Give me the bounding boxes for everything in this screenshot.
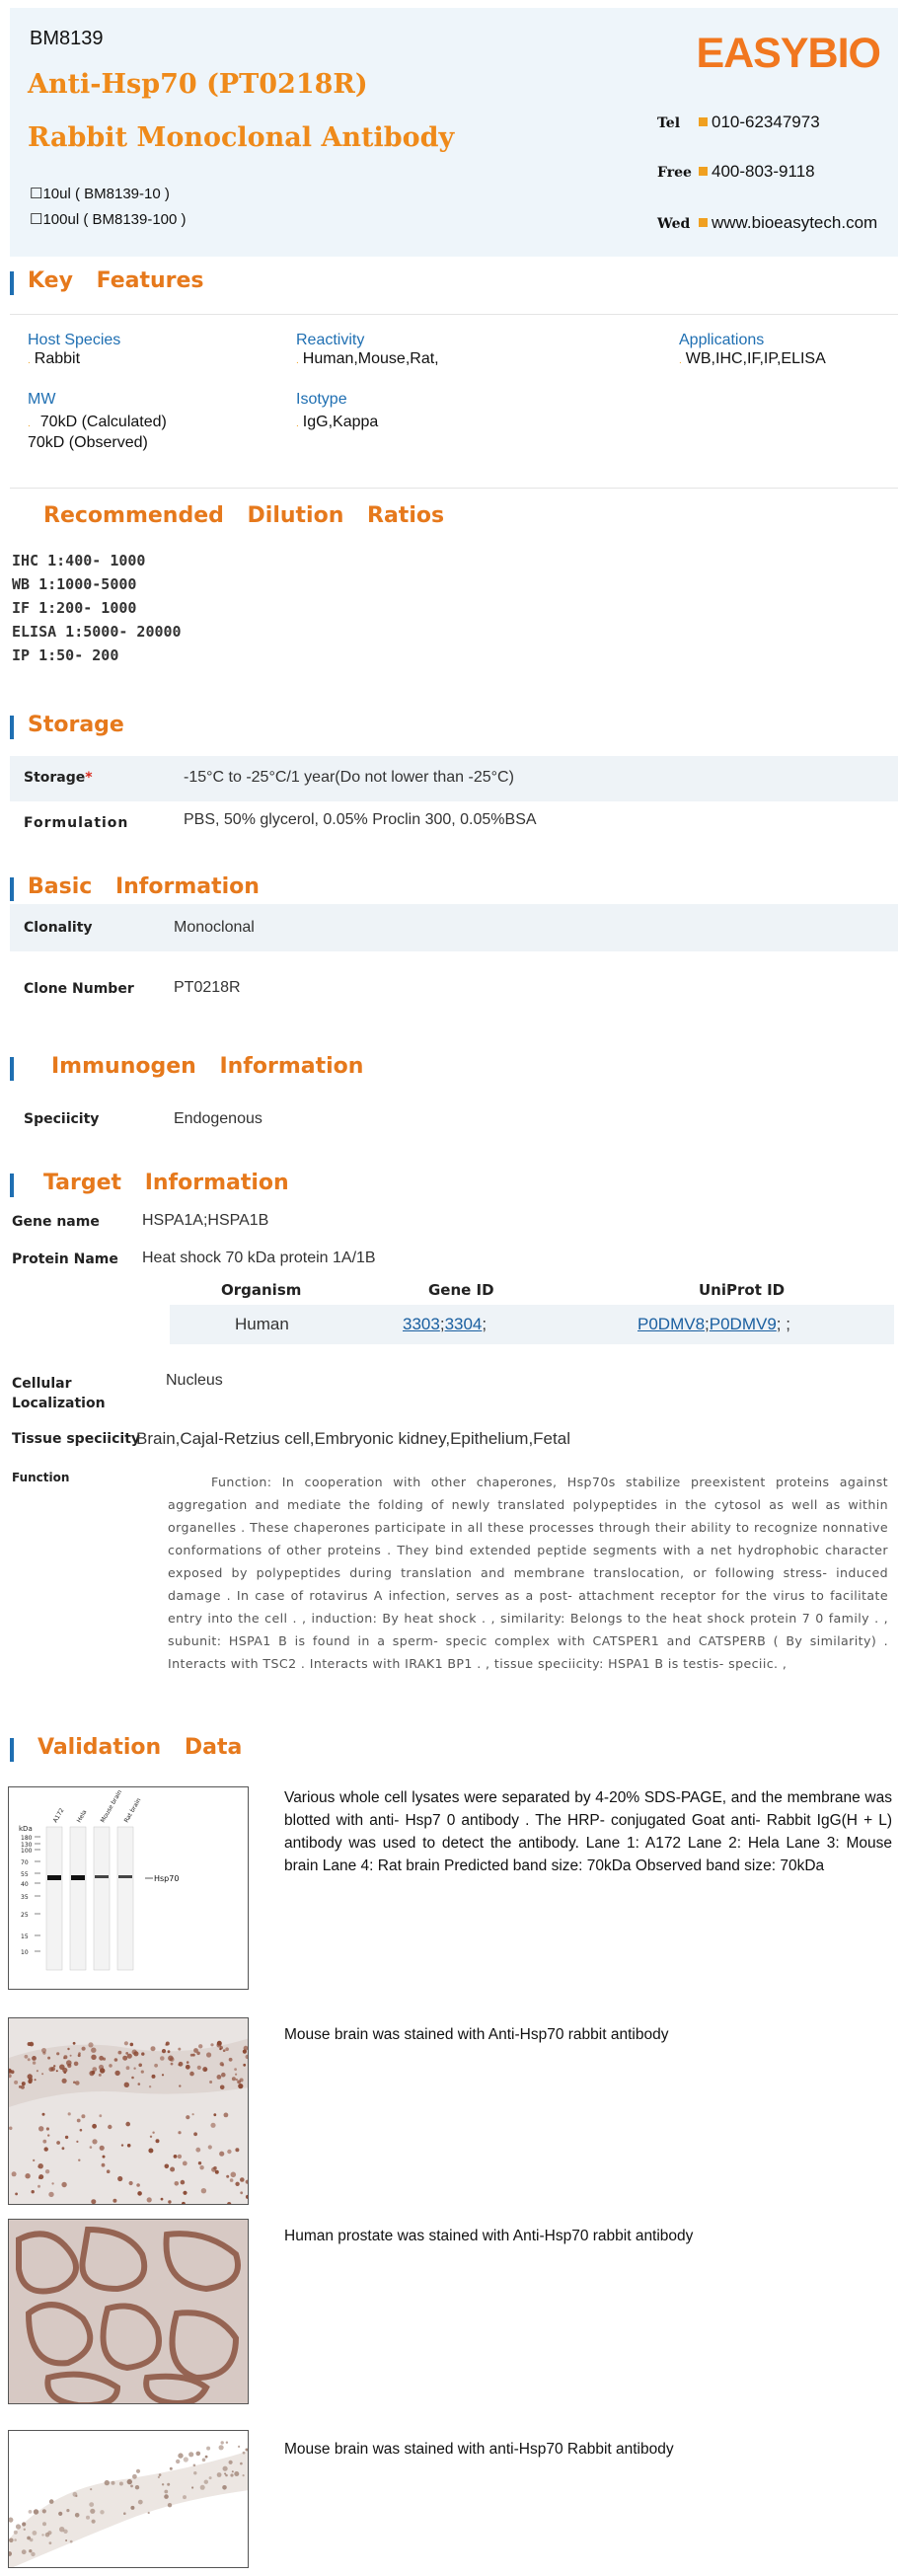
ihc-human-prostate-caption: Human prostate was stained with Anti-Hsp70 rabbit antibody bbox=[284, 2228, 694, 2244]
bullet-square-icon bbox=[699, 117, 708, 126]
marker-label: 130 bbox=[21, 1842, 33, 1849]
lane-label: Mouse brain bbox=[99, 1788, 124, 1824]
contact-web-link[interactable]: www.bioeasytech.com bbox=[712, 213, 878, 232]
blot-band bbox=[118, 1875, 132, 1878]
kda-label: kDa bbox=[19, 1825, 33, 1833]
blot-band bbox=[95, 1875, 109, 1878]
contact-tel-label: Tel bbox=[657, 115, 681, 131]
band-label: Hsp70 bbox=[154, 1874, 180, 1883]
contact-web-label: Wed bbox=[657, 216, 691, 232]
marker-label: 180 bbox=[21, 1835, 33, 1842]
gene-id-link[interactable]: 3304 bbox=[444, 1315, 483, 1333]
host-species-label: Host Species bbox=[28, 332, 121, 348]
contact-tel bbox=[657, 113, 820, 132]
protein-name-label: Protein Name bbox=[12, 1251, 118, 1267]
product-subtitle: Rabbit Monoclonal Antibody bbox=[28, 122, 455, 153]
section-title: Immunogen Information bbox=[51, 1054, 364, 1079]
host-species-value: . Rabbit bbox=[28, 350, 81, 367]
size-option-100ul[interactable]: ☐100ul ( BM8139-100 ) bbox=[30, 211, 187, 228]
uniprot-id-link[interactable]: P0DMV9 bbox=[709, 1315, 777, 1333]
section-marker bbox=[10, 1174, 14, 1197]
uniprot-id-cell: P0DMV8;P0DMV9; ; bbox=[638, 1315, 790, 1333]
dilution-ip: IP 1:50- 200 bbox=[12, 646, 119, 664]
ihc-mouse-brain-2-caption: Mouse brain was stained with anti-Hsp70 Rabbit antibody bbox=[284, 2441, 674, 2458]
western-blot-figure bbox=[9, 1787, 249, 1990]
blot-band bbox=[47, 1875, 61, 1880]
specificity-value: Endogenous bbox=[174, 1110, 262, 1127]
marker-label: 100 bbox=[21, 1848, 33, 1855]
ihc-mouse-brain-2-micrograph bbox=[9, 2431, 249, 2568]
bullet-square-icon bbox=[699, 167, 708, 176]
contact-web bbox=[657, 213, 877, 233]
ihc-human-prostate-micrograph bbox=[9, 2220, 249, 2404]
storage-row bbox=[10, 756, 898, 801]
isotype-label: Isotype bbox=[296, 391, 347, 408]
section-marker bbox=[10, 1057, 14, 1081]
contact-tel-value: 010-62347973 bbox=[712, 113, 820, 131]
blot-lane bbox=[70, 1827, 86, 1970]
contact-free-value: 400-803-9118 bbox=[712, 162, 815, 181]
lane-label: Hela bbox=[75, 1808, 89, 1824]
lane-label: A172 bbox=[51, 1807, 66, 1824]
section-title: Validation Data bbox=[38, 1735, 243, 1760]
cellular-localization-value: Nucleus bbox=[166, 1372, 223, 1389]
bullet-square-icon bbox=[699, 218, 708, 227]
reactivity-label: Reactivity bbox=[296, 332, 365, 348]
product-title: Anti-Hsp70 (PT0218R) bbox=[28, 69, 368, 100]
section-title: Key Features bbox=[28, 268, 204, 293]
specificity-row bbox=[10, 1103, 898, 1139]
marker-label: 10 bbox=[21, 1949, 29, 1956]
table-header-organism: Organism bbox=[221, 1281, 302, 1299]
mw-value: . 70kD (Calculated) 70kD (Observed) bbox=[28, 414, 167, 451]
ihc-human-prostate-image bbox=[8, 2219, 249, 2404]
isotype-value: . IgG,Kappa bbox=[296, 414, 379, 430]
western-blot-caption: Various whole cell lysates were separated by 4-20% SDS-PAGE, and the membrane was blotted with anti- Hsp7 0 antibody . The HRP- conjugated Goat anti- Rabbit IgG(H + L) antibody was used to detect the antibody. Lane 1: A172 Lane 2: Hela Lane 3: Mouse brain Lane 4: Rat brain Predicted band size: 70kDa Observed band size: 70kDa bbox=[284, 1789, 892, 1874]
blot-band bbox=[71, 1875, 85, 1880]
clonality-label: Clonality bbox=[24, 920, 93, 936]
clonality-value: Monoclonal bbox=[174, 919, 255, 936]
ihc-mouse-brain-micrograph bbox=[9, 2018, 249, 2205]
ihc-mouse-brain-image bbox=[8, 2017, 249, 2205]
gene-id-cell: 3303;3304; bbox=[403, 1315, 488, 1333]
contact-free bbox=[657, 162, 815, 182]
storage-value: -15°C to -25°C/1 year(Do not lower than -25°C) bbox=[184, 769, 514, 786]
gene-name-value: HSPA1A;HSPA1B bbox=[142, 1212, 269, 1229]
size-option-10ul[interactable]: ☐10ul ( BM8139-10 ) bbox=[30, 186, 170, 202]
marker-label: 35 bbox=[21, 1894, 29, 1901]
gene-name-label: Gene name bbox=[12, 1214, 100, 1230]
ihc-mouse-brain-caption: Mouse brain was stained with Anti-Hsp70 rabbit antibody bbox=[284, 2026, 669, 2043]
table-header-uniprot-id: UniProt ID bbox=[699, 1281, 786, 1299]
marker-label: 15 bbox=[21, 1933, 29, 1940]
required-mark: * bbox=[85, 770, 93, 786]
protein-name-value: Heat shock 70 kDa protein 1A/1B bbox=[142, 1250, 376, 1266]
marker-label: 55 bbox=[21, 1871, 29, 1878]
section-title: Basic Information bbox=[28, 874, 260, 899]
section-marker bbox=[10, 716, 14, 739]
section-title: Recommended Dilution Ratios bbox=[43, 503, 445, 528]
cellular-localization-label: Cellular Localization bbox=[12, 1376, 106, 1411]
lane-label: Rat brain bbox=[122, 1796, 143, 1824]
section-marker bbox=[10, 877, 14, 901]
section-marker bbox=[10, 1738, 14, 1762]
dilution-if: IF 1:200- 1000 bbox=[12, 599, 137, 617]
blot-lane bbox=[46, 1827, 62, 1970]
specificity-label: Speciicity bbox=[24, 1111, 100, 1127]
applications-label: Applications bbox=[679, 332, 765, 348]
easybio-logo: EASYBIO bbox=[696, 30, 880, 77]
divider bbox=[10, 488, 898, 489]
clone-number-row bbox=[10, 967, 898, 1011]
uniprot-id-link[interactable]: P0DMV8 bbox=[638, 1315, 706, 1333]
formulation-value: PBS, 50% glycerol, 0.05% Proclin 300, 0.05%BSA bbox=[184, 811, 537, 828]
storage-label: Storage* bbox=[24, 770, 93, 786]
blot-lane bbox=[117, 1827, 133, 1970]
clone-number-value: PT0218R bbox=[174, 979, 241, 996]
product-header bbox=[10, 8, 898, 257]
dilution-list bbox=[12, 549, 182, 667]
function-label: Function bbox=[12, 1471, 70, 1484]
mw-label: MW bbox=[28, 391, 56, 408]
divider bbox=[10, 314, 898, 315]
catalog-number: BM8139 bbox=[30, 28, 104, 49]
clonality-row bbox=[10, 904, 898, 951]
section-title: Target Information bbox=[43, 1171, 289, 1195]
applications-value: . WB,IHC,IF,IP,ELISA bbox=[679, 350, 826, 367]
reactivity-value: . Human,Mouse,Rat, bbox=[296, 350, 439, 367]
marker-label: 70 bbox=[21, 1859, 29, 1866]
marker-label: 40 bbox=[21, 1881, 29, 1888]
ihc-mouse-brain-2-image bbox=[8, 2430, 249, 2568]
tissue-specificity-value: Brain,Cajal-Retzius cell,Embryonic kidney,Epithelium,Fetal bbox=[136, 1429, 570, 1448]
organism-cell: Human bbox=[235, 1315, 289, 1333]
dilution-ihc: IHC 1:400- 1000 bbox=[12, 552, 146, 569]
size-options bbox=[30, 182, 187, 233]
section-marker bbox=[10, 271, 14, 295]
formulation-label: Formulation bbox=[24, 815, 129, 831]
section-title: Storage bbox=[28, 713, 124, 737]
dilution-elisa: ELISA 1:5000- 20000 bbox=[12, 623, 182, 641]
western-blot-image bbox=[8, 1786, 249, 1990]
blot-lane bbox=[94, 1827, 110, 1970]
dilution-wb: WB 1:1000-5000 bbox=[12, 575, 137, 593]
function-text: Function: In cooperation with other chaperones, Hsp70s stabilize preexistent proteins against aggregation and mediate the folding of newly translated polypeptides in the cytosol as well as within organelles . These chaperones participate in all these processes through their ability to recognize nonnative conformations of other proteins . They bind extended peptide segments with a net hydrophobic character exposed by polypeptides during translation and membrane translocation, or following stress- induced damage . In case of rotavirus A infection, serves as a post- attachment receptor for the virus to facilitate entry into the cell . , induction: By heat shock . , similarity: Belongs to the heat shock protein 7 0 family . , subunit: HSPA1 B is found in a sperm- specic complex with CATSPER1 and CATSPERB ( By similarity) . Interacts with TSC2 . Interacts with IRAK1 BP1 . , tissue speciicity: HSPA1 B is testis- speciic. , bbox=[168, 1475, 888, 1671]
table-header-gene-id: Gene ID bbox=[428, 1281, 494, 1299]
tissue-specificity-label: Tissue speciicity bbox=[12, 1431, 141, 1447]
formulation-row bbox=[10, 801, 898, 845]
gene-id-link[interactable]: 3303 bbox=[403, 1315, 440, 1333]
contact-free-label: Free bbox=[657, 165, 692, 181]
clone-number-label: Clone Number bbox=[24, 981, 134, 997]
marker-label: 25 bbox=[21, 1912, 29, 1919]
